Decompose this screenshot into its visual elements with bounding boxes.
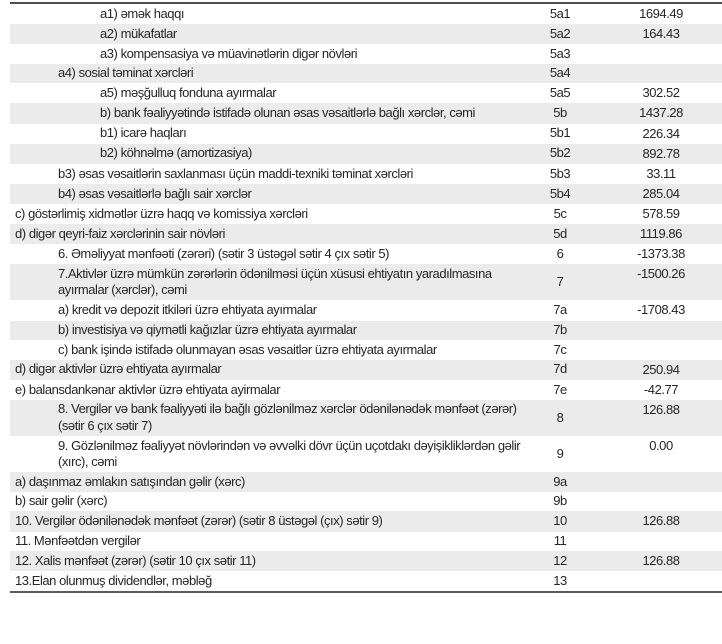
row-label: a2) mükafatlar (10, 24, 533, 44)
row-code: 6 (556, 245, 564, 261)
row-code: 12 (533, 551, 587, 571)
row-code: 7c (553, 341, 567, 357)
row-value (587, 571, 722, 592)
row-value: 302.52 (642, 85, 680, 101)
row-value: 126.88 (587, 551, 722, 571)
row-value: -1373.38 (637, 246, 685, 262)
row-code: 7a (553, 302, 567, 318)
row-code: 7b (533, 321, 587, 341)
row-value (587, 472, 722, 492)
row-label: b) investisiya və qiymətli kağızlar üzrə ehtiyata ayırmalar (10, 321, 533, 341)
row-label: 11. Mənfəətdən vergilər (15, 533, 141, 549)
row-label: b) sair gəlir (xərc) (15, 493, 108, 509)
row-label: c) göstərlimiş xidmətlər üzrə haqq və komissiya xərcləri (15, 205, 308, 221)
row-label: a3) kompensasiya və müavinətlərin digər növləri (100, 45, 358, 61)
row-label: 9. Gözlənilməz fəaliyyət növlərindən və əvvəlki dövr üçün uçotdakı dəyişikliklərdən gəlir (xırc), cəmi (58, 437, 521, 470)
table-row (10, 224, 722, 244)
row-code: 5a5 (549, 85, 571, 101)
row-code: 5b (533, 103, 587, 123)
row-value (587, 492, 722, 512)
row-value: 164.43 (587, 24, 722, 44)
row-value: 1437.28 (587, 103, 722, 123)
table-row (10, 571, 722, 592)
row-value (587, 44, 722, 64)
row-code: 7e (553, 381, 567, 397)
row-code: 5b1 (549, 125, 571, 141)
row-value: -42.77 (643, 381, 679, 397)
row-label: b1) icarə haqları (100, 125, 187, 141)
table-row (10, 300, 722, 320)
row-code: 5b3 (549, 165, 571, 181)
row-label: a) daşınmaz əmlakın satışından gəlir (xərc) (10, 472, 533, 492)
financial-report (10, 2, 685, 593)
row-code: 7 (533, 264, 587, 300)
table-row (10, 124, 722, 144)
table-row (10, 511, 722, 531)
row-code: 5b4 (533, 184, 587, 204)
row-value (587, 64, 722, 84)
row-code: 9a (533, 472, 587, 492)
row-value (587, 532, 722, 552)
row-code: 8 (533, 400, 587, 436)
row-code: 5d (533, 224, 587, 244)
table-row (10, 64, 722, 84)
row-value: 285.04 (587, 184, 722, 204)
table-row (10, 492, 722, 512)
table-row (10, 244, 722, 264)
row-label: 8. Vergilər və bank fəaliyyəti ilə bağlı gözlənilməz xərclər ödənilənədək mənfəət (zərər) (sətir 6 çıx sətir 7) (10, 400, 533, 436)
row-label: a5) məşğulluq fonduna ayırmalar (100, 85, 277, 101)
row-label: a4) sosial təminat xərcləri (10, 64, 533, 84)
row-code: 5b2 (533, 144, 587, 164)
row-code: 13 (553, 572, 567, 588)
row-label: 7.Aktivlər üzrə mümkün zərərlərin ödənilməsi üçün xüsusi ehtiyatın yaradılmasına ayırmalar (xərclər), cəmi (10, 264, 533, 300)
row-label: b) bank fəaliyyətində istifadə olunan əsas vəsaitlərlə bağlı xərclər, cəmi (10, 103, 533, 123)
table-row (10, 3, 722, 24)
table-row (10, 400, 722, 436)
table-row (10, 24, 722, 44)
row-code: 5a3 (549, 45, 571, 61)
table-row (10, 44, 722, 64)
table-row (10, 472, 722, 492)
table-row (10, 83, 722, 103)
row-label: d) digər aktivlər üzrə ehtiyata ayırmalar (10, 360, 533, 380)
row-code: 5a1 (549, 5, 571, 21)
table-row (10, 103, 722, 123)
row-value: 226.34 (642, 125, 680, 141)
row-code: 11 (553, 533, 567, 549)
row-value: 578.59 (642, 205, 680, 221)
table-row (10, 144, 722, 164)
row-value: -1708.43 (637, 302, 685, 318)
table-row (10, 264, 722, 300)
row-value: -1500.26 (587, 264, 722, 300)
row-value: 33.11 (646, 165, 676, 181)
row-label: c) bank işində istifadə olunmayan əsas vəsaitlər üzrə ehtiyata ayırmalar (58, 341, 437, 357)
row-code: 7d (533, 360, 587, 380)
row-value (587, 340, 722, 360)
row-label: e) balansdankənar aktivlər üzrə ehtiyata ayirmalar (15, 381, 281, 397)
row-label: 12. Xalis mənfəət (zərər) (sətir 10 çıx sətir 11) (10, 551, 533, 571)
table-row (10, 360, 722, 380)
row-value: 250.94 (587, 360, 722, 380)
table-row (10, 380, 722, 400)
table-row (10, 532, 722, 552)
row-label: a) kredit və depozit itkiləri üzrə ehtiyata ayırmalar (58, 302, 317, 318)
row-value: 0.00 (649, 438, 673, 454)
income-statement-table (10, 2, 722, 593)
row-label: a1) əmək haqqı (100, 5, 185, 21)
row-code: 5a2 (533, 24, 587, 44)
row-code: 9 (556, 445, 564, 461)
income-statement-rows (10, 3, 722, 592)
row-code: 9b (553, 493, 567, 509)
table-row (10, 436, 722, 472)
row-label: 10. Vergilər ödənilənədək mənfəət (zərər) (sətir 8 üstəgəl (çıx) sətir 9) (10, 511, 533, 531)
row-label: d) digər qeyri-faiz xərclərinin sair növləri (10, 224, 533, 244)
row-value: 1694.49 (639, 6, 683, 21)
row-value: 892.78 (587, 144, 722, 164)
row-label: 13.Elan olunmuş dividendlər, məbləğ (15, 572, 212, 588)
table-row (10, 551, 722, 571)
row-label: b4) əsas vəsaitlərlə bağlı sair xərclər (10, 184, 533, 204)
row-code: 10 (533, 511, 587, 531)
row-label: 6. Əməliyyat mənfəəti (zərəri) (sətir 3 üstəgəl sətir 4 çıx sətir 5) (58, 245, 390, 261)
row-label: b2) köhnəlmə (amortizasiya) (10, 144, 533, 164)
table-row (10, 184, 722, 204)
row-value (587, 321, 722, 341)
row-code: 5a4 (533, 64, 587, 84)
row-code: 5c (553, 205, 567, 221)
table-row (10, 340, 722, 360)
row-value: 1119.86 (587, 224, 722, 244)
table-row (10, 321, 722, 341)
row-value: 126.88 (587, 511, 722, 531)
row-value: 126.88 (587, 400, 722, 436)
table-row (10, 204, 722, 224)
row-label: b3) əsas vəsaitlərin saxlanması üçün maddi-texniki təminat xərcləri (58, 165, 413, 181)
table-row (10, 164, 722, 184)
